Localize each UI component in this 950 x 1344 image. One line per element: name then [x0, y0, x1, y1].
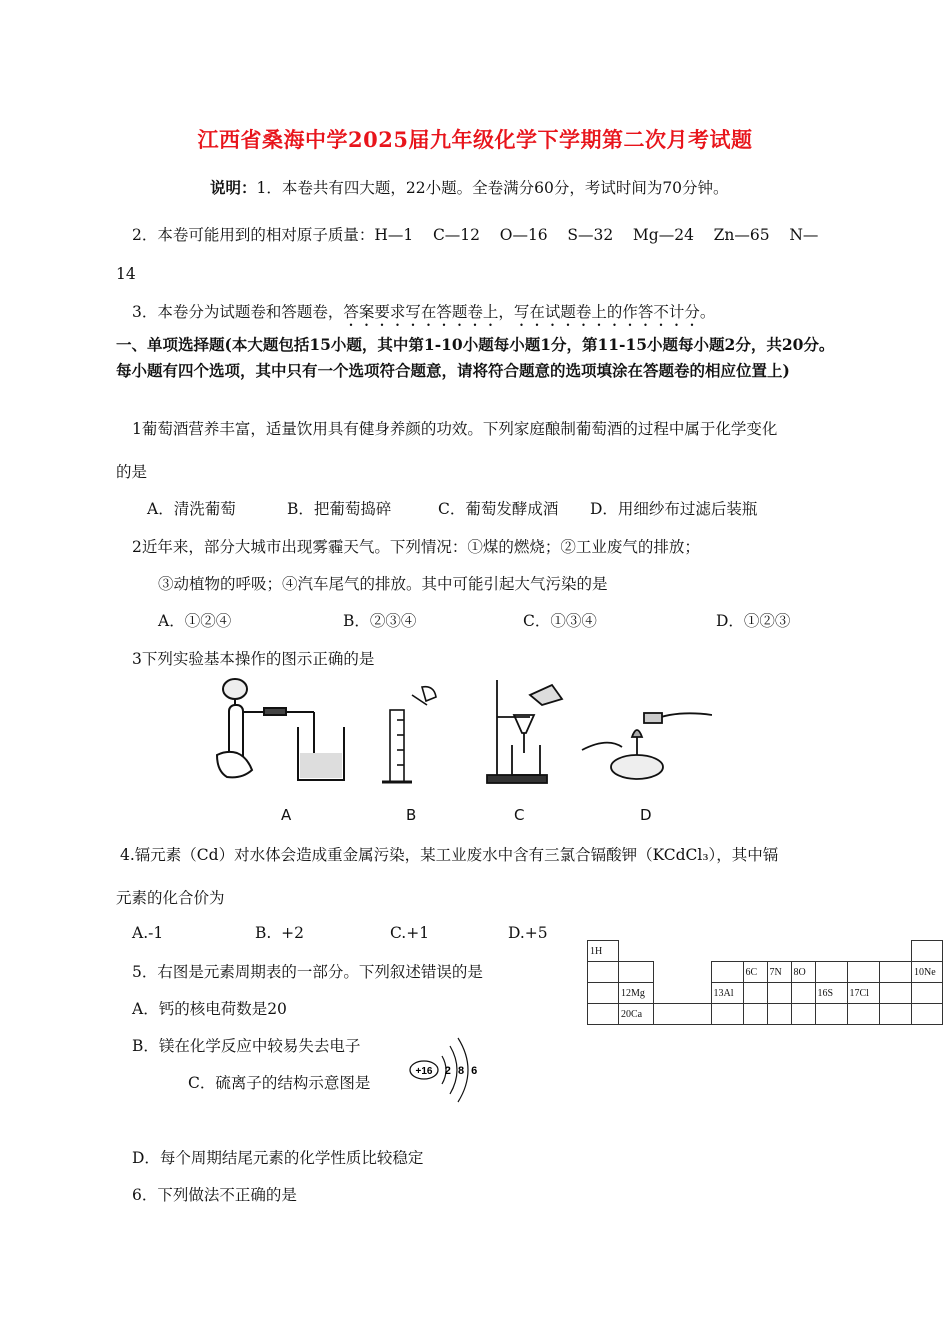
nucleus-charge: +16	[415, 1066, 433, 1077]
q2-option-d: D．①②③	[716, 612, 791, 630]
q2-option-a: A．①②④	[158, 612, 232, 630]
note-3	[132, 300, 715, 330]
q4-stem: 4.镉元素（Cd）对水体会造成重金属污染，某工业废水中含有三氯合镉酸钾（KCdCl₃），其中镉	[120, 846, 779, 864]
cell-empty-3f	[912, 983, 943, 1004]
page-title: 江西省桑海中学2025届九年级化学下学期第二次月考试题	[197, 127, 753, 152]
sulfur-ion-diagram	[406, 1036, 486, 1104]
cell-empty-2e	[847, 962, 879, 983]
electron-shells: 2 8 6	[444, 1065, 480, 1077]
q1-option-a: A．清洗葡萄	[147, 500, 236, 518]
q2-stem-cont: ③动植物的呼吸；④汽车尾气的排放。其中可能引起大气污染的是	[158, 575, 608, 593]
section-1-heading: 一、单项选择题(本大题包括15小题，其中第1-10小题每小题1分，第11-15小题每小题2分，共20分。每小题有四个选项，其中只有一个选项符合题意，请将符合题意的选项填涂在答题卷的相应位置上)	[116, 335, 835, 380]
cell-empty-4j	[912, 1004, 943, 1025]
q4-option-c: C.+1	[390, 924, 430, 942]
cell-empty-2a	[588, 962, 619, 983]
cell-h: 1H	[588, 941, 619, 962]
figure-d-lamp	[582, 713, 712, 779]
cell-empty-2c	[711, 962, 743, 983]
periodic-table-fragment	[587, 940, 943, 1025]
q6-stem: 6．下列做法不正确的是	[132, 1186, 297, 1204]
q1-stem-cont: 的是	[116, 463, 148, 481]
q3-label-d: D	[640, 806, 652, 824]
q5-option-a: A．钙的核电荷数是20	[132, 1000, 287, 1018]
q4-option-d: D.+5	[508, 924, 548, 942]
cell-empty-3a	[588, 983, 619, 1004]
q1-option-d: D．用细纱布过滤后装瓶	[590, 500, 758, 518]
cell-ca: 20Ca	[619, 1004, 654, 1025]
cell-o: 8O	[791, 962, 815, 983]
q5-option-d: D．每个周期结尾元素的化学性质比较稳定	[132, 1149, 424, 1167]
q1-stem: 1葡萄酒营养丰富，适量饮用具有健身养颜的功效。下列家庭酿制葡萄酒的过程中属于化学变化	[132, 420, 778, 438]
cell-empty-2d	[815, 962, 847, 983]
figure-a-apparatus	[217, 679, 344, 780]
q3-label-b: B	[406, 806, 417, 824]
cell-empty-3e	[879, 983, 912, 1004]
cell-mg: 12Mg	[619, 983, 654, 1004]
lab-operations-figure	[212, 675, 712, 790]
note-1-text: 1．本卷共有四大题，22小题。全卷满分60分，考试时间为70分钟。	[256, 179, 729, 197]
q5-stem: 5．右图是元素周期表的一部分。下列叙述错误的是	[132, 963, 483, 981]
cell-s: 16S	[815, 983, 847, 1004]
cell-empty-4g	[815, 1004, 847, 1025]
note-3-pre: 3．本卷分为试题卷和答题卷，	[132, 303, 344, 321]
cell-empty-3d	[791, 983, 815, 1004]
note-1	[210, 176, 729, 198]
cell-empty-4f	[791, 1004, 815, 1025]
cell-empty-3b	[743, 983, 767, 1004]
notes-label: 说明：	[210, 178, 257, 197]
q4-stem-cont: 元素的化合价为	[116, 889, 225, 907]
q2-stem: 2近年来，部分大城市出现雾霾天气。下列情况：①煤的燃烧；②工业废气的排放；	[132, 538, 700, 556]
q2-option-b: B．②③④	[343, 612, 417, 630]
q4-option-a: A.-1	[132, 924, 164, 942]
q1-option-c: C．葡萄发酵成酒	[438, 500, 559, 518]
cell-empty-2b	[619, 962, 654, 983]
cell-empty-4d	[743, 1004, 767, 1025]
q3-label-a: A	[281, 806, 292, 824]
q3-stem: 3下列实验基本操作的图示正确的是	[132, 650, 375, 668]
cell-al: 13Al	[711, 983, 743, 1004]
note-2-cont: 14	[116, 265, 136, 283]
q3-label-c: C	[514, 806, 525, 824]
cell-empty-4b	[653, 1004, 711, 1025]
note-2: 2．本卷可能用到的相对原子质量：H—1 C—12 O—16 S—32 Mg—24 Zn—65 N—	[132, 226, 819, 244]
q2-option-c: C．①③④	[523, 612, 597, 630]
q5-option-b: B．镁在化学反应中较易失去电子	[132, 1037, 361, 1055]
cell-c: 6C	[743, 962, 767, 983]
cell-empty-4c	[711, 1004, 743, 1025]
figure-b-cylinder	[382, 687, 436, 782]
cell-empty-top-right	[912, 941, 943, 962]
cell-n: 7N	[767, 962, 791, 983]
cell-cl: 17Cl	[847, 983, 879, 1004]
q4-option-b: B. +2	[255, 924, 305, 942]
cell-empty-4e	[767, 1004, 791, 1025]
cell-empty-4a	[588, 1004, 619, 1025]
q5-option-c: C．硫离子的结构示意图是	[188, 1074, 371, 1092]
figure-c-filtration	[487, 680, 562, 783]
note-3-emphasis: 答案要求写在答题卷上，写在试题卷上的作答不计分	[343, 303, 700, 321]
note-3-end: 。	[699, 303, 716, 321]
cell-empty-2f	[879, 962, 912, 983]
cell-empty-3c	[767, 983, 791, 1004]
cell-empty-4i	[879, 1004, 912, 1025]
cell-empty-4h	[847, 1004, 879, 1025]
cell-ne: 10Ne	[912, 962, 943, 983]
q1-option-b: B．把葡萄捣碎	[287, 500, 392, 518]
